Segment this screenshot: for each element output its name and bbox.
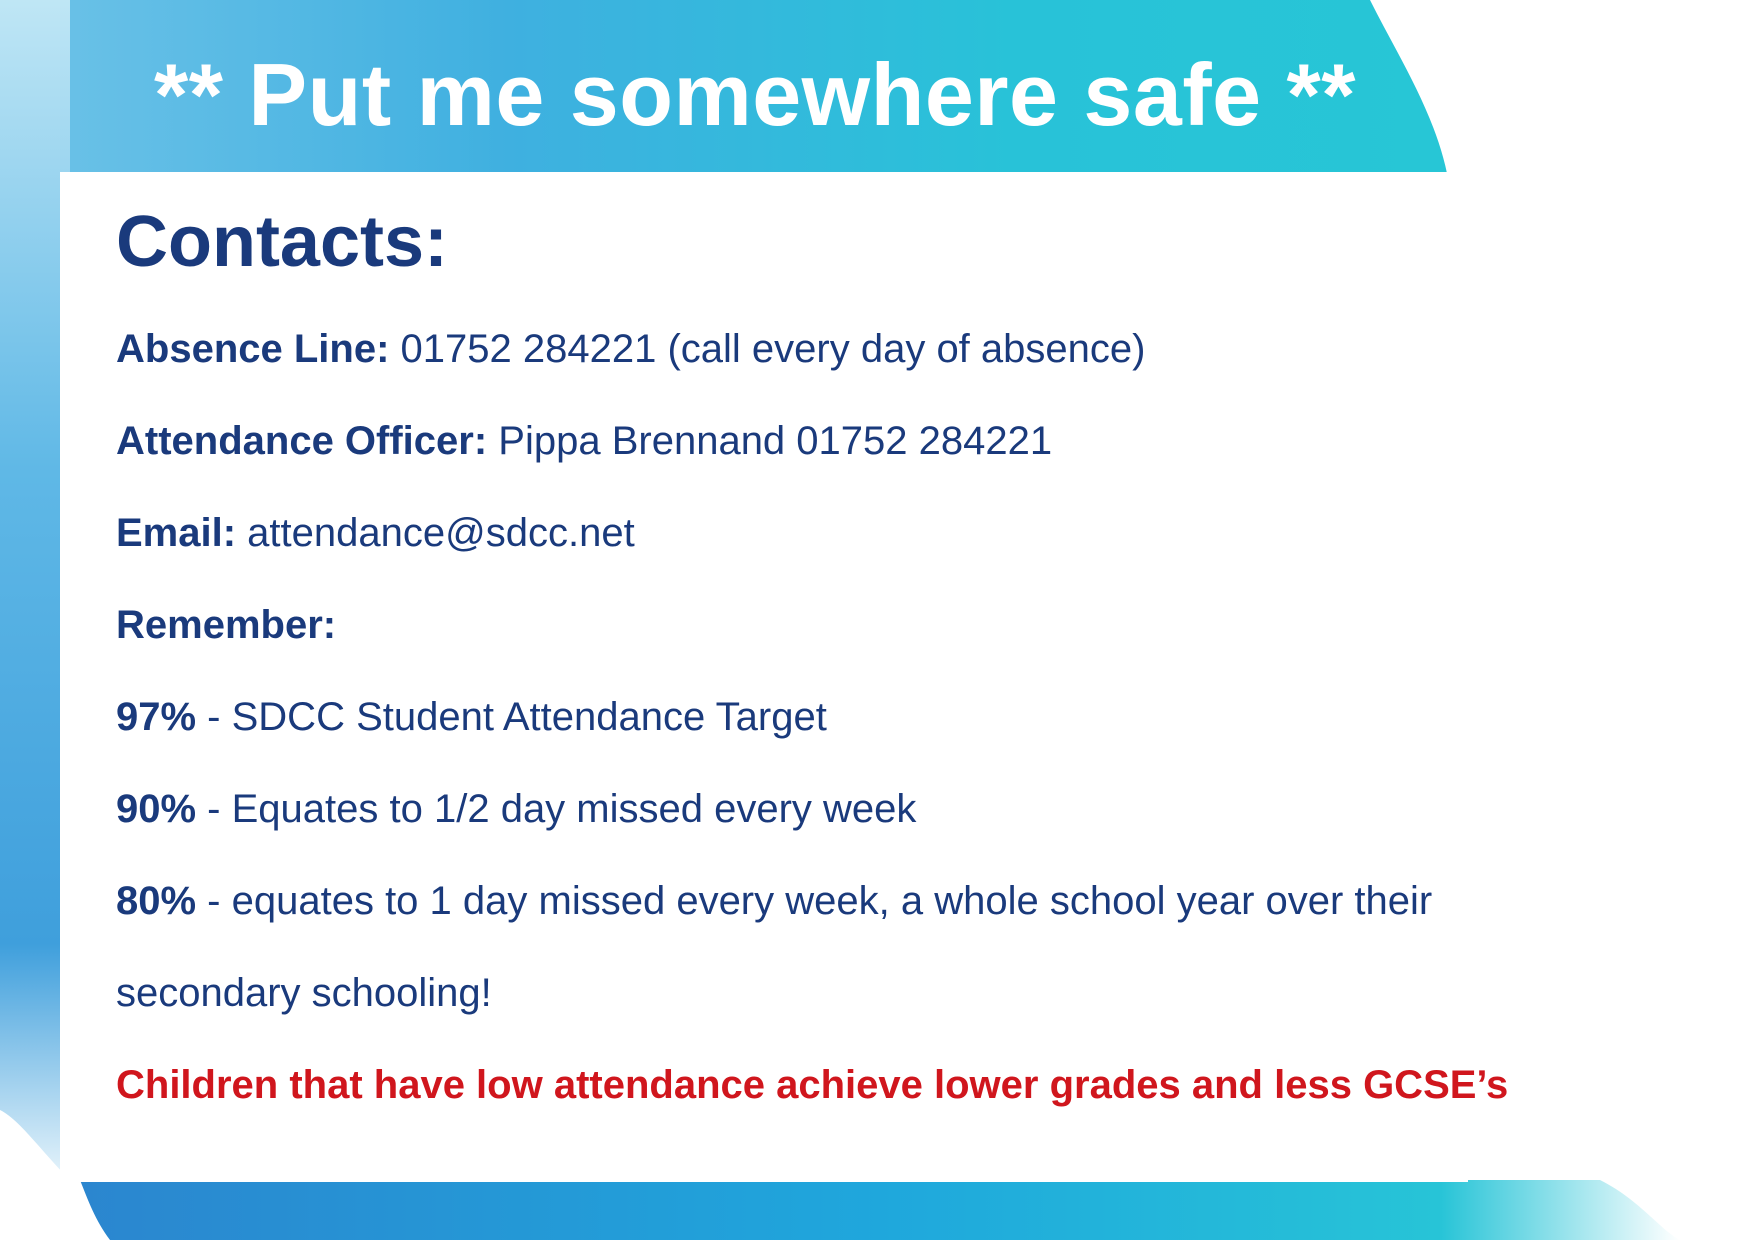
target-percent: 97%	[116, 695, 197, 739]
remember-label: Remember:	[116, 603, 337, 647]
low-attendance-warning: Children that have low attendance achieve lower grades and less GCSE’s	[116, 1063, 1509, 1107]
target-row-97	[116, 692, 1476, 742]
target-text: - equates to 1 day missed every week, a whole school year over their	[196, 879, 1433, 923]
target-row-80	[116, 876, 1476, 1018]
banner-title: ** Put me somewhere safe **	[153, 45, 1356, 144]
remember-row	[116, 600, 1476, 650]
target-percent: 80%	[116, 879, 197, 923]
attendance-officer-label: Attendance Officer:	[116, 419, 488, 463]
email-row	[116, 508, 1476, 558]
target-percent: 90%	[116, 787, 197, 831]
absence-line-label: Absence Line:	[116, 327, 390, 371]
target-text: - SDCC Student Attendance Target	[196, 695, 827, 739]
absence-line-value: 01752 284221 (call every day of absence)	[389, 327, 1146, 371]
attendance-officer-row	[116, 416, 1476, 466]
target-text: - Equates to 1/2 day missed every week	[196, 787, 917, 831]
absence-line-row	[116, 324, 1476, 374]
contacts-content	[116, 202, 1509, 1110]
contacts-card	[60, 172, 1509, 1182]
email-value[interactable]: attendance@sdcc.net	[236, 511, 635, 555]
target-text-continued: secondary schooling!	[116, 971, 492, 1015]
bottom-wash	[80, 1180, 1680, 1240]
attendance-officer-value: Pippa Brennand 01752 284221	[487, 419, 1053, 463]
email-label: Email:	[116, 511, 237, 555]
contacts-heading: Contacts:	[116, 202, 449, 282]
target-row-90	[116, 784, 1476, 834]
